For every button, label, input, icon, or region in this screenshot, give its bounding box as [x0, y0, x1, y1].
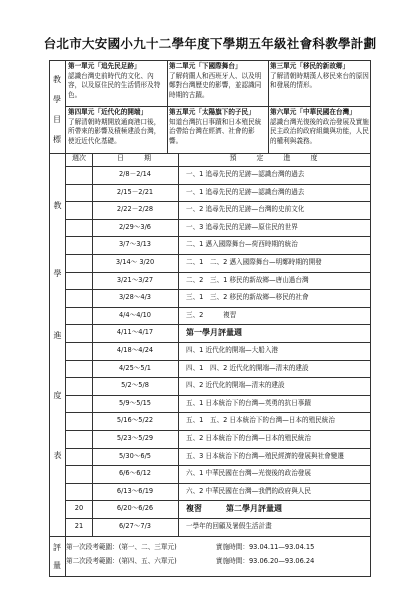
date-cell: 5/23～5/29 [116, 434, 154, 442]
row-divider [66, 219, 371, 220]
schedule-row [66, 219, 371, 237]
progress-cell: 複習 第二學月評量週 [186, 504, 282, 514]
date-cell: 4/18～4/24 [116, 346, 154, 354]
goals-label: 教 學 目 標 [49, 60, 66, 153]
progress-cell: 五、1 五、2 日本統治下的台灣—日本的殖民統治 [186, 416, 335, 425]
progress-cell: 一、3 追尋先民的足跡—原住民的世界 [186, 222, 298, 231]
row-divider [66, 483, 371, 484]
date-cell: 6/13～6/19 [116, 486, 154, 495]
schedule-label-char: 學 [53, 269, 62, 278]
row-divider [66, 272, 371, 273]
schedule-label-char: 教 [53, 201, 62, 210]
row-divider [66, 184, 371, 185]
row-divider [66, 360, 371, 361]
progress-cell: 二、1 二、2 邁入國際舞台—明鄭時期的開發 [186, 258, 322, 266]
date-cell: 6/6～6/12 [118, 469, 151, 478]
progress-cell: 四、2 近代化的開端—清末的建設 [186, 381, 285, 390]
row-divider [66, 465, 371, 466]
progress-cell: 一、1 追尋先民的足跡—認識台灣的過去 [186, 187, 305, 196]
evaluation-label: 評 量 [49, 536, 66, 577]
date-cell: 6/20～6/26 [116, 504, 154, 513]
row-divider [66, 430, 371, 431]
schedule-row [66, 289, 371, 307]
schedule-header: 週次 日 期 預 定 進 度 [72, 154, 320, 162]
progress-cell: 五、1 日本統治下的台灣—英勇的抗日事蹟 [186, 398, 311, 407]
progress-cell: 三、1 三、2 移民的新故鄉—移民的社會 [186, 293, 309, 302]
date-cell: 4/11～4/17 [116, 328, 154, 337]
date-cell: 2/15－2/21 [116, 187, 154, 196]
row-divider [66, 518, 371, 519]
row-divider [66, 324, 371, 325]
schedule-row [66, 324, 371, 342]
progress-cell: 六、1 中華民國在台灣—光復後的政治發展 [186, 469, 311, 478]
schedule-label-char: 表 [53, 451, 62, 460]
schedule-row [66, 201, 371, 219]
schedule-row [66, 272, 371, 290]
schedule-row [66, 360, 371, 378]
row-divider [66, 289, 371, 290]
schedule-row [66, 518, 371, 536]
progress-cell: 四、1 四、2 近代化的開端—清末的建設 [186, 363, 309, 372]
goal-unit-5: 第五單元「太陽旗下的子民」 知道台灣抗日事蹟和日本殖民統治帶給台灣在經濟、社會的影響。 [169, 108, 262, 145]
progress-cell: 第一學月評量週 [186, 328, 242, 338]
progress-cell: 四、1 近代化的開端—大船入港 [186, 346, 279, 354]
goal-unit-6: 第六單元「中華民國在台灣」 認識台灣光復後的政治發展及實施民主政治的政府組織與功能，人民的權利與義務。 [270, 108, 369, 145]
row-divider [66, 342, 371, 343]
week-cell: 21 [74, 522, 84, 530]
schedule-row [66, 342, 371, 360]
row-divider [66, 412, 371, 413]
schedule-row [66, 254, 371, 272]
schedule-row [66, 184, 371, 202]
date-cell: 3/21～3/27 [116, 275, 154, 284]
goal-unit-2: 第二單元「下國際舞台」 了解荷蘭人和西班牙人、以及明鄭對台灣歷史的影響，並認識同時期的古蹟。 [169, 62, 262, 99]
page-title: 台北市大安國小九十二學年度下學期五年級社會科教學計劃 [43, 36, 377, 51]
schedule-row [66, 412, 371, 430]
date-cell: 5/30～6/5 [118, 451, 151, 460]
week-cell: 20 [74, 504, 84, 513]
schedule-row [66, 448, 371, 466]
schedule-row [66, 307, 371, 325]
row-divider [66, 500, 371, 501]
schedule-row [66, 377, 371, 395]
progress-cell: 三、2 複習 [186, 310, 237, 319]
date-cell: 2/22－2/28 [116, 205, 154, 214]
exam-1-row: 第一次段考範圍：(第一、二、三單元) 實施時間：93.04.11—93.04.15 [66, 543, 315, 551]
exam-2-row: 第二次段考範圍：(第四、五、六單元) 實施時間：93.06.20—93.06.24 [66, 557, 315, 565]
schedule-row [66, 430, 371, 448]
date-cell: 5/16～5/22 [116, 416, 154, 425]
progress-cell: 一學年的回顧及暑假生活計畫 [186, 522, 272, 530]
row-divider [66, 307, 371, 308]
row-divider [66, 395, 371, 396]
date-cell: 4/25～5/1 [118, 363, 151, 372]
progress-cell: 五、2 日本統治下的台灣—日本的殖民統治 [186, 434, 311, 442]
date-cell: 5/9～5/15 [118, 398, 151, 407]
progress-cell: 一、1 追尋先民的足跡—認識台灣的過去 [186, 170, 305, 178]
date-cell: 3/28～4/3 [118, 293, 151, 302]
schedule-row [66, 483, 371, 501]
date-cell: 3/7～3/13 [118, 240, 151, 249]
row-divider [66, 377, 371, 378]
schedule-row [66, 166, 371, 184]
date-cell: 6/27～7/3 [118, 522, 151, 530]
schedule-row [66, 395, 371, 413]
row-divider [66, 201, 371, 202]
progress-cell: 二、2 三、1 移民的新故鄉—唐山過台灣 [186, 275, 309, 284]
schedule-label-char: 度 [53, 391, 62, 400]
date-cell: 2/8－2/14 [118, 170, 151, 178]
date-cell: 4/4～4/10 [118, 310, 151, 319]
date-cell: 2/29～3/6 [118, 222, 151, 231]
goal-unit-4: 第四單元「近代化的開端」 了解清朝時期開放通商港口後，所帶來的影響及積極建設台灣，使近近代化基礎。 [68, 108, 161, 145]
progress-cell: 一、2 追尋先民的足跡—台灣的史前文化 [186, 205, 305, 214]
schedule-row [66, 236, 371, 254]
progress-cell: 六、2 中華民國在台灣—我們的政府與人民 [186, 486, 311, 495]
goal-unit-3: 第三單元「移民的新故鄉」 了解清朝時期漢人移民來台的原因和發展的情形。 [270, 62, 369, 90]
schedule-label-char: 進 [53, 331, 62, 340]
schedule-row [66, 465, 371, 483]
date-cell: 3/14～ 3/20 [115, 258, 155, 266]
row-divider [66, 254, 371, 255]
schedule-row [66, 500, 371, 518]
progress-cell: 五、3 日本統治下的台灣—殖民經濟的發展與社會變遷 [186, 451, 344, 460]
progress-cell: 二、1 邁入國際舞台—荷西時期的統治 [186, 240, 298, 249]
goal-unit-1: 第一單元「追先民足跡」 認識台灣史前時代的文化、內容，以及原住民的生活情形及特色。 [68, 62, 161, 99]
row-divider [66, 236, 371, 237]
row-divider [66, 448, 371, 449]
date-cell: 5/2～5/8 [121, 381, 149, 390]
